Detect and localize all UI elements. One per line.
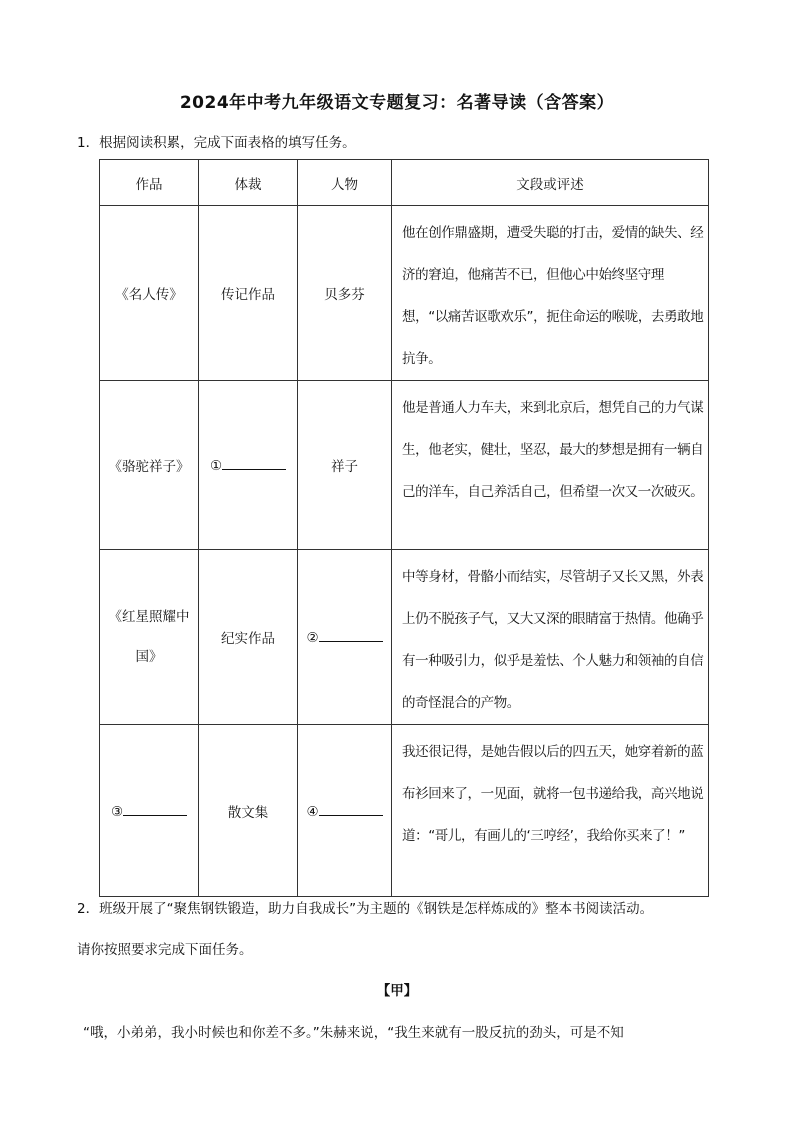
cell-desc: 我还很记得，是她告假以后的四五天，她穿着新的蓝布衫回来了，一见面，就将一包书递给我，高兴地说道：“哥儿，有画儿的‘三哼经’，我给你买来了！” bbox=[392, 725, 709, 897]
passage-paragraph: “哦，小弟弟，我小时候也和你差不多。”朱赫来说，“我生来就有一股反抗的劲头，可是不知 bbox=[83, 1025, 624, 1041]
table-header-row bbox=[100, 160, 709, 206]
table-row bbox=[100, 206, 709, 381]
cell-genre: 散文集 bbox=[199, 725, 298, 897]
header-person: 人物 bbox=[298, 160, 392, 206]
answer-blank-line[interactable] bbox=[319, 802, 383, 816]
cell-genre: 纪实作品 bbox=[199, 550, 298, 725]
blank-number: ④ bbox=[306, 803, 319, 820]
blank-number: ② bbox=[306, 630, 319, 646]
blank-number: ③ bbox=[110, 803, 124, 820]
blank-number: ① bbox=[209, 458, 223, 474]
cell-work-blank[interactable] bbox=[100, 725, 199, 897]
header-genre: 体裁 bbox=[199, 160, 298, 206]
answer-blank-line[interactable] bbox=[222, 456, 286, 470]
answer-blank-line[interactable] bbox=[319, 628, 383, 642]
header-work: 作品 bbox=[100, 160, 199, 206]
cell-work: 《骆驼祥子》 bbox=[100, 381, 199, 550]
page-title: 2024年中考九年级语文专题复习：名著导读（含答案） bbox=[179, 93, 615, 113]
cell-person: 贝多芬 bbox=[298, 206, 392, 381]
section-heading-jia: 【甲】 bbox=[376, 983, 418, 999]
cell-genre: 传记作品 bbox=[199, 206, 298, 381]
question-1-prompt: 1．根据阅读积累，完成下面表格的填写任务。 bbox=[77, 135, 356, 151]
table-row bbox=[100, 550, 709, 725]
cell-genre-blank[interactable] bbox=[199, 381, 298, 550]
table-row bbox=[100, 725, 709, 897]
cell-desc: 他在创作鼎盛期，遭受失聪的打击，爱情的缺失、经济的窘迫，他痛苦不已，但他心中始终坚守理想，“以痛苦讴歌欢乐”，扼住命运的喉咙，去勇敢地抗争。 bbox=[392, 206, 709, 381]
cell-person-blank[interactable] bbox=[298, 725, 392, 897]
cell-desc: 中等身材，骨骼小而结实，尽管胡子又长又黑，外表上仍不脱孩子气，又大又深的眼睛富于热情。他确乎有一种吸引力，似乎是羞怯、个人魅力和领袖的自信的奇怪混合的产物。 bbox=[392, 550, 709, 725]
table-row bbox=[100, 381, 709, 550]
cell-work: 《名人传》 bbox=[100, 206, 199, 381]
question-2-prompt: 2．班级开展了“聚焦钢铁锻造，助力自我成长”为主题的《钢铁是怎样炼成的》整本书阅读活动。 bbox=[77, 901, 654, 917]
cell-work: 《红星照耀中国》 bbox=[100, 550, 199, 725]
question-2-prompt-cont: 请你按照要求完成下面任务。 bbox=[77, 942, 253, 958]
answer-blank-line[interactable] bbox=[123, 802, 187, 816]
cell-person-blank[interactable] bbox=[298, 550, 392, 725]
reading-table bbox=[99, 159, 709, 897]
cell-desc: 他是普通人力车夫，来到北京后，想凭自己的力气谋生，他老实，健壮，坚忍，最大的梦想是拥有一辆自己的洋车，自己养活自己，但希望一次又一次破灭。 bbox=[392, 381, 709, 550]
header-desc: 文段或评述 bbox=[392, 160, 709, 206]
cell-person: 祥子 bbox=[298, 381, 392, 550]
